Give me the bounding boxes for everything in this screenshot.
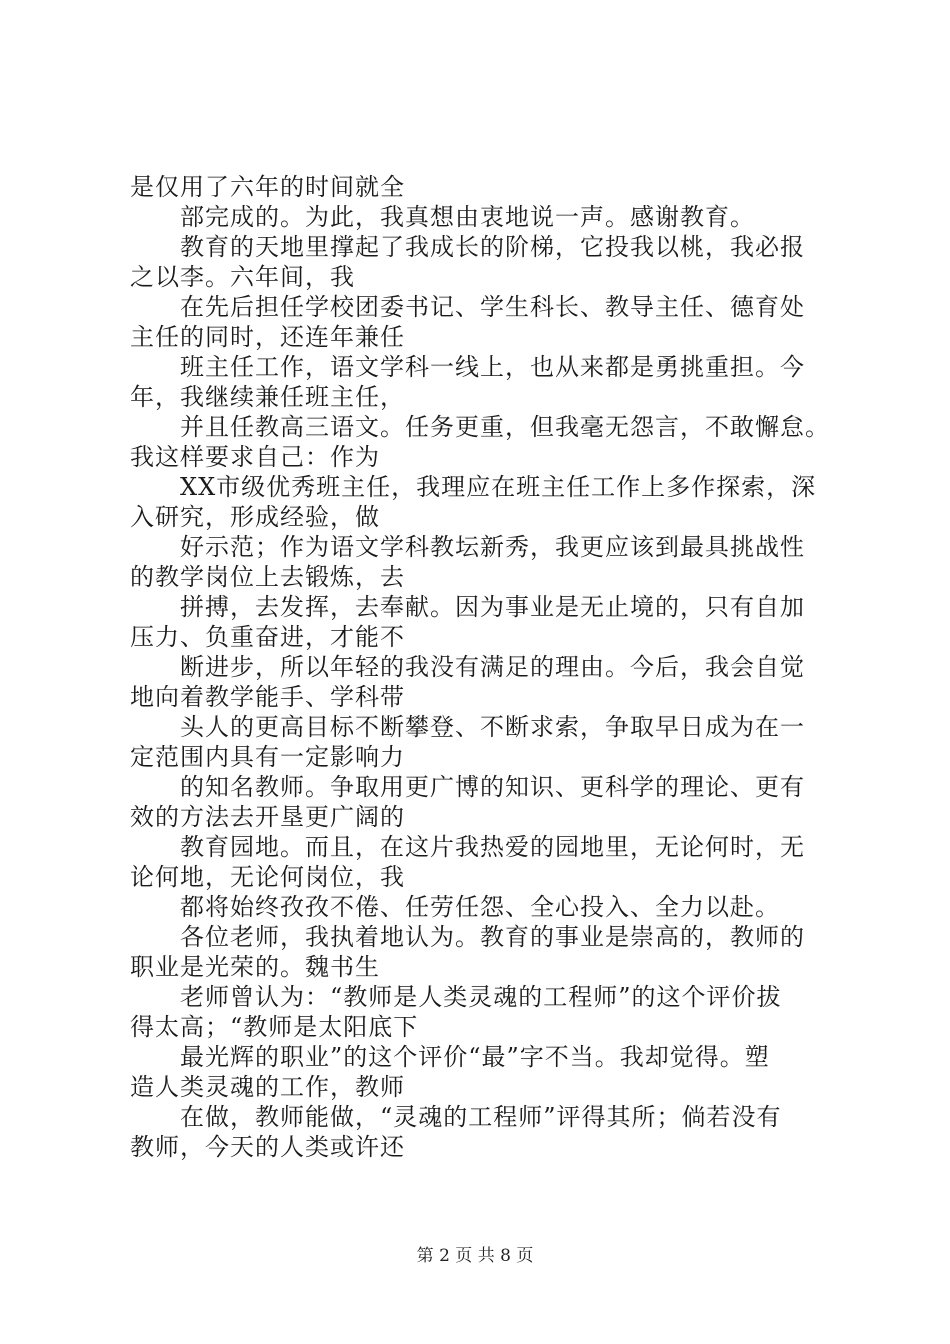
document-body xyxy=(130,172,850,1162)
text-line: 班主任工作，语文学科一线上，也从来都是勇挑重担。今 xyxy=(180,353,805,381)
text-line: 得太高；“教师是太阳底下 xyxy=(130,1013,419,1041)
text-line: 定范围内具有一定影响力 xyxy=(130,743,405,771)
text-line: 拼搏，去发挥，去奉献。因为事业是无止境的，只有自加 xyxy=(180,593,805,621)
text-line: 效的方法去开垦更广阔的 xyxy=(130,803,405,831)
text-line: 断进步，所以年轻的我没有满足的理由。今后，我会自觉 xyxy=(180,653,805,681)
text-line: 教育的天地里撑起了我成长的阶梯，它投我以桃，我必报 xyxy=(180,233,805,261)
text-line: 主任的同时，还连年兼任 xyxy=(130,323,405,351)
text-line: 的教学岗位上去锻炼，去 xyxy=(130,563,405,591)
text-line: 地向着教学能手、学科带 xyxy=(130,683,405,711)
text-line: 在先后担任学校团委书记、学生科长、教导主任、德育处 xyxy=(180,293,805,321)
text-line: 职业是光荣的。魏书生 xyxy=(130,953,380,981)
text-line: 老师曾认为：“教师是人类灵魂的工程师”的这个评价拔 xyxy=(180,983,782,1011)
text-line: 我这样要求自己：作为 xyxy=(130,443,380,471)
text-line: 最光辉的职业”的这个评价“最”字不当。我却觉得。塑 xyxy=(180,1043,770,1071)
text-line: 之以李。六年间，我 xyxy=(130,263,355,291)
page-footer: 第 2 页 共 8 页 xyxy=(416,1246,534,1266)
text-line: 都将始终孜孜不倦、任劳任怨、全心投入、全力以赴。 xyxy=(180,893,780,921)
text-line: 论何地，无论何岗位，我 xyxy=(130,863,405,891)
text-line: 是仅用了六年的时间就全 xyxy=(130,173,405,201)
text-line: 部完成的。为此，我真想由衷地说一声。感谢教育。 xyxy=(180,203,755,231)
text-line: 造人类灵魂的工作，教师 xyxy=(130,1073,405,1101)
text-line: 教育园地。而且，在这片我热爱的园地里，无论何时，无 xyxy=(180,833,805,861)
text-line: 入研究，形成经验，做 xyxy=(130,503,380,531)
text-line: 压力、负重奋进，才能不 xyxy=(130,623,405,651)
text-line: 头人的更高目标不断攀登、不断求索，争取早日成为在一 xyxy=(180,713,805,741)
text-line: 好示范；作为语文学科教坛新秀，我更应该到最具挑战性 xyxy=(180,533,805,561)
text-line: 在做，教师能做，“灵魂的工程师”评得其所；倘若没有 xyxy=(180,1103,782,1131)
text-line: 的知名教师。争取用更广博的知识、更科学的理论、更有 xyxy=(180,773,805,801)
text-line: 教师，今天的人类或许还 xyxy=(130,1133,405,1161)
text-line: 并且任教高三语文。任务更重，但我毫无怨言，不敢懈怠。 xyxy=(180,413,830,441)
text-line: XX市级优秀班主任，我理应在班主任工作上多作探索，深 xyxy=(180,473,817,501)
text-line: 各位老师，我执着地认为。教育的事业是崇高的，教师的 xyxy=(180,923,805,951)
text-line: 年，我继续兼任班主任， xyxy=(130,383,405,411)
